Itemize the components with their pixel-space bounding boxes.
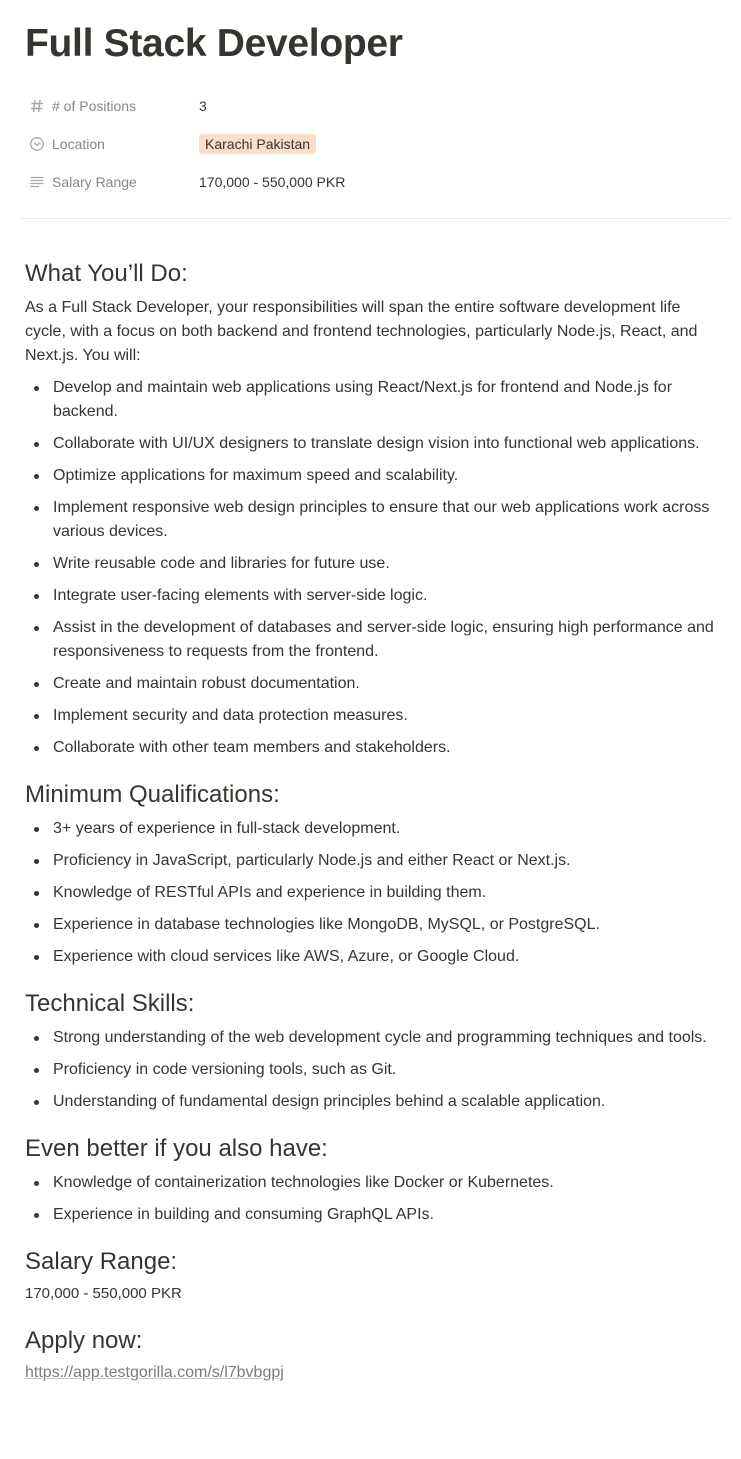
list-item: Optimize applications for maximum speed and scalability. — [25, 464, 716, 488]
divider — [21, 218, 731, 219]
list-item: Knowledge of containerization technologies like Docker or Kubernetes. — [25, 1171, 716, 1195]
qualifications-list — [25, 817, 716, 969]
hash-icon — [29, 98, 45, 114]
list-item: Create and maintain robust documentation. — [25, 672, 716, 696]
location-icon — [29, 136, 45, 152]
technical-skills-list — [25, 1026, 716, 1114]
list-item: Collaborate with UI/UX designers to translate design vision into functional web applications. — [25, 432, 716, 456]
list-item: Proficiency in JavaScript, particularly Node.js and either React or Next.js. — [25, 849, 716, 873]
section-heading-salary-range: Salary Range: — [25, 1248, 178, 1275]
list-item: Experience in building and consuming GraphQL APIs. — [25, 1203, 716, 1227]
property-label: # of Positions — [52, 98, 137, 114]
property-label: Salary Range — [52, 174, 137, 190]
salary-text: 170,000 - 550,000 PKR — [25, 1285, 182, 1302]
list-item: Assist in the development of databases and server-side logic, ensuring high performance and responsiveness to requests from the frontend. — [25, 616, 716, 664]
list-item: Collaborate with other team members and stakeholders. — [25, 736, 716, 760]
list-item: Write reusable code and libraries for future use. — [25, 552, 716, 576]
list-item: Experience in database technologies like MongoDB, MySQL, or PostgreSQL. — [25, 913, 716, 937]
section-heading-apply-now: Apply now: — [25, 1327, 143, 1354]
list-item: Experience with cloud services like AWS, Azure, or Google Cloud. — [25, 945, 716, 969]
section-heading-technical-skills: Technical Skills: — [25, 990, 195, 1017]
list-item: Develop and maintain web applications using React/Next.js for frontend and Node.js for backend. — [25, 376, 716, 424]
list-item: Implement responsive web design principles to ensure that our web applications work across various devices. — [25, 496, 716, 544]
section-heading-even-better: Even better if you also have: — [25, 1135, 328, 1162]
section-heading-what-youll-do: What You’ll Do: — [25, 260, 188, 287]
list-item: Proficiency in code versioning tools, such as Git. — [25, 1058, 716, 1082]
responsibilities-list — [25, 376, 716, 760]
list-item: Strong understanding of the web development cycle and programming techniques and tools. — [25, 1026, 716, 1050]
list-item: Knowledge of RESTful APIs and experience in building them. — [25, 881, 716, 905]
property-label: Location — [52, 136, 105, 152]
list-item: Integrate user-facing elements with server-side logic. — [25, 584, 716, 608]
list-item: Understanding of fundamental design principles behind a scalable application. — [25, 1090, 716, 1114]
location-tag[interactable]: Karachi Pakistan — [199, 134, 316, 154]
section-heading-minimum-qualifications: Minimum Qualifications: — [25, 781, 280, 808]
list-item: 3+ years of experience in full-stack development. — [25, 817, 716, 841]
list-item: Implement security and data protection measures. — [25, 704, 716, 728]
property-positions[interactable] — [25, 87, 716, 125]
intro-paragraph: As a Full Stack Developer, your responsibilities will span the entire software development life cycle, with a focus on both backend and frontend technologies, particularly Node.js, React, and Next.js. You will: — [25, 299, 698, 364]
property-salary[interactable] — [25, 163, 716, 201]
apply-link[interactable]: https://app.testgorilla.com/s/l7bvbgpj — [25, 1364, 284, 1381]
page-title: Full Stack Developer — [25, 22, 403, 65]
nice-to-have-list — [25, 1171, 716, 1227]
text-lines-icon — [29, 174, 45, 190]
properties-panel — [25, 87, 716, 201]
property-value[interactable]: 170,000 - 550,000 PKR — [199, 174, 346, 190]
property-location[interactable] — [25, 125, 716, 163]
property-value[interactable]: 3 — [199, 98, 207, 114]
